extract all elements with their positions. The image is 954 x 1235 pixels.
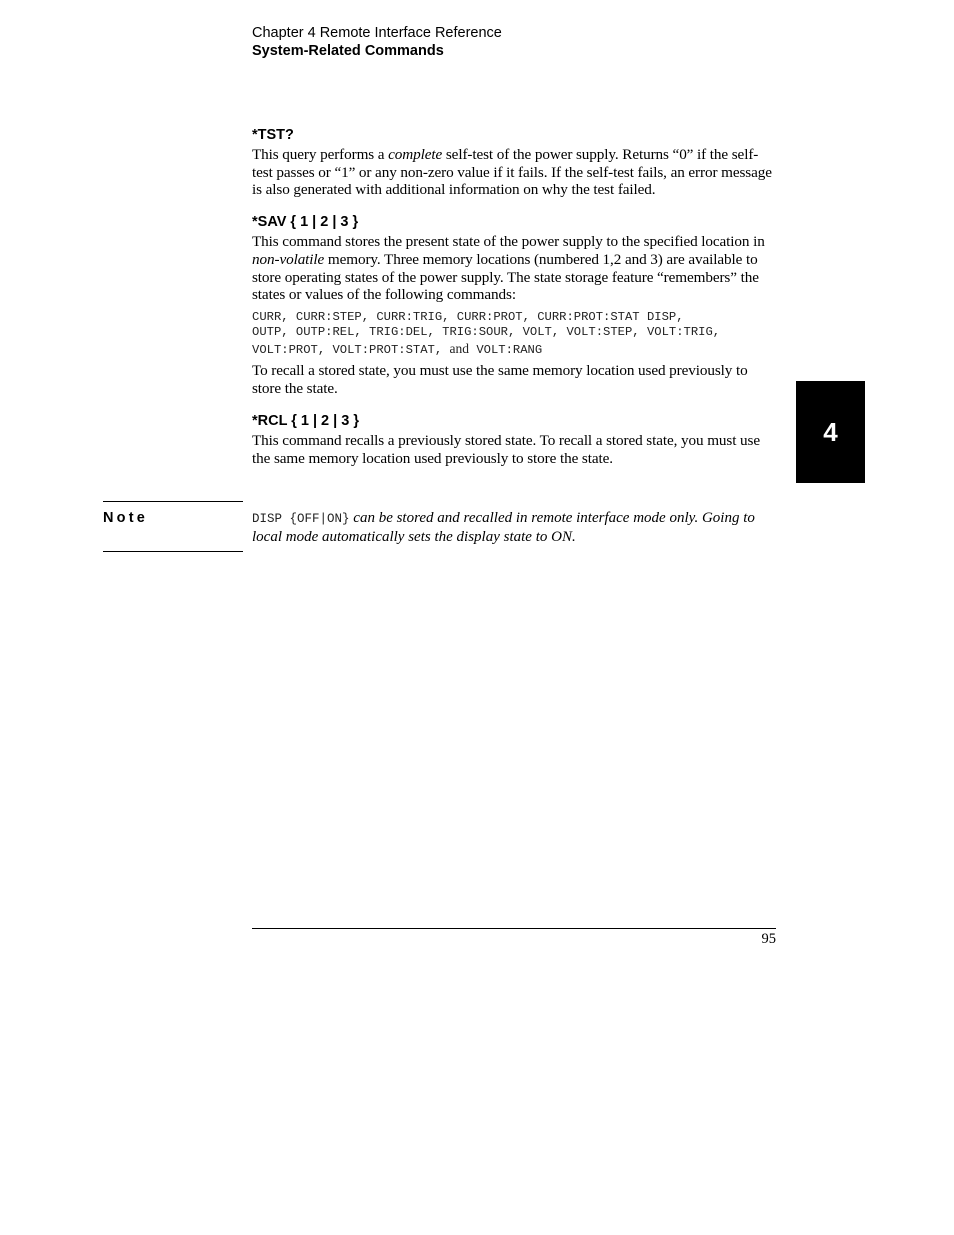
main-content <box>252 126 776 481</box>
note-label: Note <box>103 510 149 526</box>
footer-rule <box>252 928 776 929</box>
chapter-tab-number: 4 <box>823 416 838 447</box>
saved-commands-list <box>252 310 776 359</box>
code-line-3 <box>252 341 776 359</box>
tst-description <box>252 146 776 199</box>
code-line-1: CURR, CURR:STEP, CURR:TRIG, CURR:PROT, CURR:PROT:STAT DISP, <box>252 309 684 324</box>
code-line-3-b: VOLT:RANG <box>476 342 543 357</box>
rcl-description: This command recalls a previously stored state. To recall a stored state, you must use the same memory location used previously to store the state. <box>252 431 760 467</box>
rcl-heading: *RCL { 1 | 2 | 3 } <box>252 412 359 429</box>
rcl-section <box>252 412 776 467</box>
note-command: DISP {OFF|ON} <box>252 512 350 526</box>
sav-description <box>252 233 776 304</box>
chapter-title: Chapter 4 Remote Interface Reference <box>252 25 502 41</box>
code-line-3-a: VOLT:PROT, VOLT:PROT:STAT, <box>252 342 443 357</box>
tst-text-a: This query performs a <box>252 146 389 163</box>
section-title: System-Related Commands <box>252 43 444 59</box>
code-line-2: OUTP, OUTP:REL, TRIG:DEL, TRIG:SOUR, VOLT, VOLT:STEP, VOLT:TRIG, <box>252 325 721 340</box>
sav-text-b: memory. Three memory locations (numbered 1,2 and 3) are available to store operating states of the power supply. The state storage feature “remembers” the states or values of the following commands: <box>252 250 759 304</box>
tst-section <box>252 126 776 199</box>
note-body: can be stored and recalled in remote interface mode only. Going to local mode automatically sets the display state to ON. <box>252 510 755 545</box>
sav-section <box>252 213 776 398</box>
sav-emphasis: non-volatile <box>252 250 325 268</box>
page-number: 95 <box>761 931 776 947</box>
note-text <box>252 509 782 546</box>
sav-recall-note: To recall a stored state, you must use the same memory location used previously to store the state. <box>252 362 748 398</box>
tst-emphasis: complete <box>388 146 443 163</box>
sav-heading: *SAV { 1 | 2 | 3 } <box>252 214 359 231</box>
running-header <box>252 24 502 60</box>
note-bottom-rule <box>103 551 243 552</box>
code-line-3-and: and <box>449 340 469 356</box>
note-top-rule <box>103 501 243 502</box>
tst-text-b: self-test of the power supply. Returns “0” if the self-test passes or “1” or any non-zero value if it fails. If the self-test fails, an error message is also generated with additional information on why the test failed. <box>252 146 772 199</box>
sav-text-a: This command stores the present state of the power supply to the specified location in <box>252 233 765 251</box>
chapter-tab <box>796 381 865 483</box>
tst-heading: *TST? <box>252 127 294 143</box>
